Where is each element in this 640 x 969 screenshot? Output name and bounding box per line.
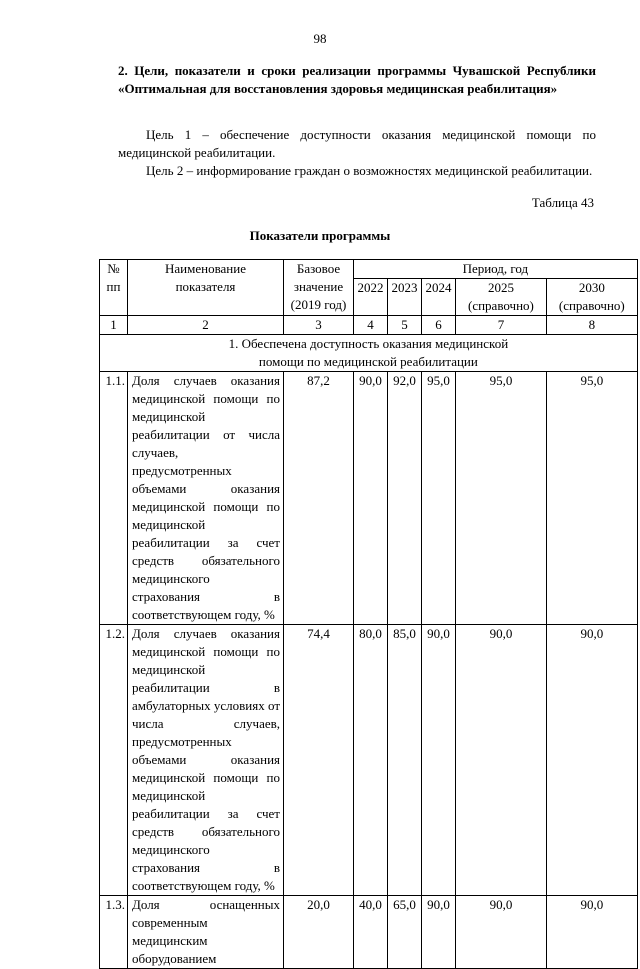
header-name: Наименование показателя bbox=[128, 260, 284, 316]
header-2025: 2025 (справочно) bbox=[456, 279, 547, 316]
row-2030: 90,0 bbox=[546, 896, 637, 969]
section-row bbox=[100, 335, 638, 372]
row-name: Доля случаев оказания медицинской помощи по медицинской реабилитации в амбулаторных условиях от числа случаев, предусмотренных объемами оказания медицинской помощи по медицинской реабилитации за счет средств обязательного медицинского страхования в соответствующем году, % bbox=[128, 625, 284, 896]
section-heading: 1. Обеспечена доступность оказания медицинской помощи по медицинской реабилитации bbox=[100, 335, 638, 372]
table-title: Показатели программы bbox=[249, 228, 391, 243]
header-num: № пп bbox=[100, 260, 128, 316]
header-period: Период, год bbox=[354, 260, 638, 279]
row-num: 1.2. bbox=[100, 625, 128, 896]
table-row bbox=[100, 625, 638, 896]
row-2022: 80,0 bbox=[354, 625, 388, 896]
row-2025: 95,0 bbox=[456, 372, 547, 625]
col-number: 5 bbox=[388, 316, 422, 335]
row-2024: 90,0 bbox=[422, 625, 456, 896]
table-row bbox=[100, 896, 638, 969]
header-2024: 2024 bbox=[422, 279, 456, 316]
header-2030: 2030 (справочно) bbox=[546, 279, 637, 316]
col-number: 2 bbox=[128, 316, 284, 335]
col-number: 4 bbox=[354, 316, 388, 335]
row-2023: 85,0 bbox=[388, 625, 422, 896]
col-number: 8 bbox=[546, 316, 637, 335]
row-2023: 92,0 bbox=[388, 372, 422, 625]
row-2030: 95,0 bbox=[546, 372, 637, 625]
col-number: 7 bbox=[456, 316, 547, 335]
row-2022: 40,0 bbox=[354, 896, 388, 969]
header-base: Базовое значение (2019 год) bbox=[284, 260, 354, 316]
col-number: 1 bbox=[100, 316, 128, 335]
col-number: 3 bbox=[284, 316, 354, 335]
indicators-table bbox=[99, 259, 638, 969]
goal-1-text: Цель 1 – обеспечение доступности оказания медицинской помощи по медицинской реабилитации. bbox=[118, 127, 596, 160]
table-label: Таблица 43 bbox=[531, 195, 594, 210]
row-name: Доля случаев оказания медицинской помощи по медицинской реабилитации от числа случаев, предусмотренных объемами оказания медицинской помощи по медицинской реабилитации за счет средств обязательного медицинского страхования в соответствующем году, % bbox=[128, 372, 284, 625]
header-2022: 2022 bbox=[354, 279, 388, 316]
row-num: 1.1. bbox=[100, 372, 128, 625]
row-2025: 90,0 bbox=[456, 625, 547, 896]
row-2025: 90,0 bbox=[456, 896, 547, 969]
row-base: 87,2 bbox=[284, 372, 354, 625]
row-num: 1.3. bbox=[100, 896, 128, 969]
column-numbers-row bbox=[100, 316, 638, 335]
row-2024: 95,0 bbox=[422, 372, 456, 625]
row-2023: 65,0 bbox=[388, 896, 422, 969]
row-2030: 90,0 bbox=[546, 625, 637, 896]
row-name: Доля оснащенных современным медицинским оборудованием bbox=[128, 896, 284, 969]
header-row-1 bbox=[100, 260, 638, 279]
col-number: 6 bbox=[422, 316, 456, 335]
table-row bbox=[100, 372, 638, 625]
page-number: 98 bbox=[313, 31, 327, 46]
row-base: 20,0 bbox=[284, 896, 354, 969]
section-title: 2. Цели, показатели и сроки реализации программы Чувашской Республики «Оптимальная для восстановления здоровья медицинская реабилитация» bbox=[118, 63, 596, 96]
row-base: 74,4 bbox=[284, 625, 354, 896]
row-2024: 90,0 bbox=[422, 896, 456, 969]
goal-2-text: Цель 2 – информирование граждан о возможностях медицинской реабилитации. bbox=[146, 163, 593, 178]
row-2022: 90,0 bbox=[354, 372, 388, 625]
header-2023: 2023 bbox=[388, 279, 422, 316]
